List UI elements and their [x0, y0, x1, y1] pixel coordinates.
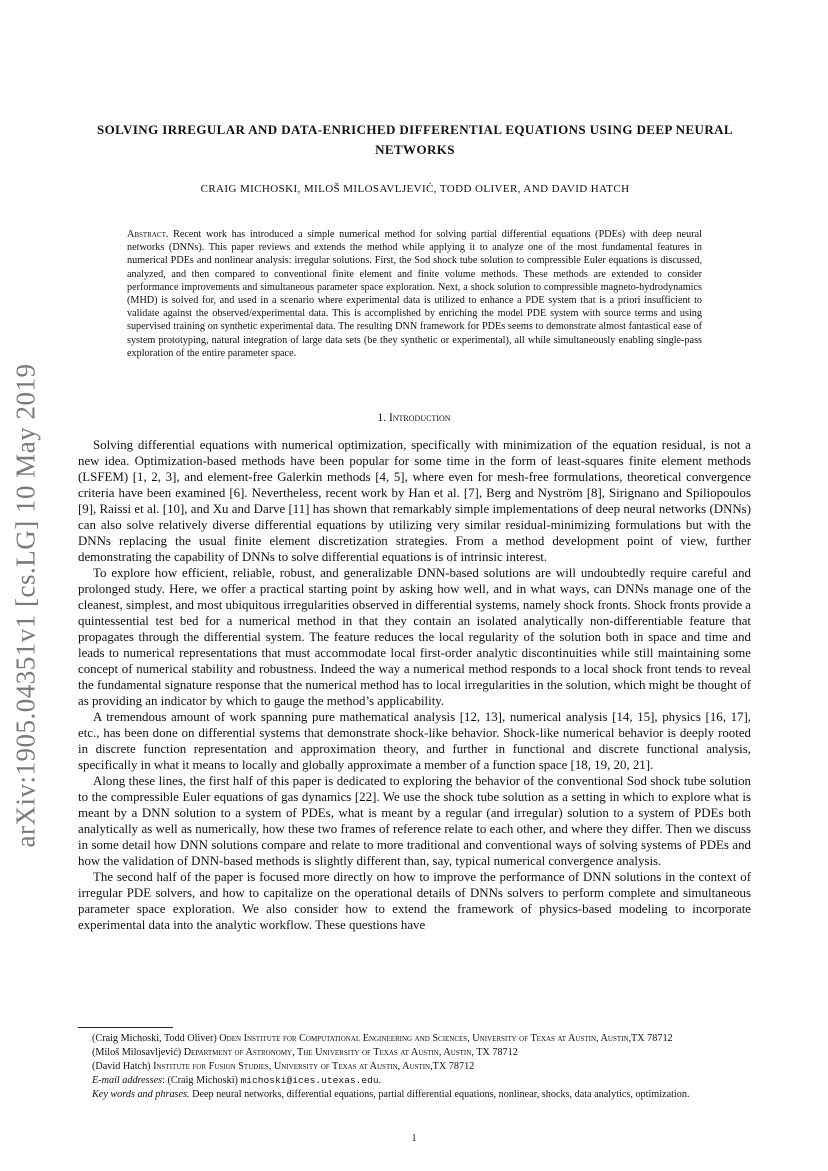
- affiliation-footnote: [78, 1060, 751, 1074]
- paragraph: The second half of the paper is focused more directly on how to improve the performance of DNN solutions in the context of irregular PDE solvers, and how to capitalize on the operational details of DNNs solvers to perform complete and simultaneous parameter space exploration. We also consider how to extend the framework of physics-based modeling to incorporate experimental data into the analytic workflow. These questions have: [78, 870, 751, 932]
- abstract: [127, 228, 702, 360]
- affiliation-institution: Institute for Fusion Studies, University of Texas at Austin, Austin,TX 78712: [153, 1061, 475, 1072]
- page-number: 1: [411, 1133, 417, 1144]
- arxiv-identifier-stamp: [4, 355, 48, 855]
- affiliation-names: (David Hatch): [92, 1061, 151, 1072]
- affiliation-institution: Oden Institute for Computational Engineering and Sciences, University of Texas at Austin, Austin,TX 78712: [219, 1033, 673, 1044]
- keywords-text: Deep neural networks, differential equations, partial differential equations, nonlinear, shocks, data analytics, optimization.: [192, 1089, 690, 1100]
- abstract-text: Recent work has introduced a simple numerical method for solving partial differential equations (PDEs) with deep neural networks (DNNs). This paper reviews and extends the method while applying it to analyze one of the most fundamental features in numerical PDEs and nonlinear analysis: irregular solutions. First, the Sod shock tube solution to compressible Euler equations is discussed, analyzed, and then compared to conventional finite element and finite volume methods. These methods are extended to consider performance improvements and simultaneous parameter space exploration. Next, a shock solution to compressible magneto-hydrodynamics (MHD) is solved for, and used in a scenario where experimental data is utilized to enhance a PDE system that is a priori insufficient to validate against the observed/experimental data. This is accomplished by enriching the model PDE system with source terms and using supervised training on synthetic experimental data. The resulting DNN framework for PDEs seems to demonstrate almost fantastical ease of system prototyping, natural integration of large data sets (be they synthetic or experimental), all while simultaneously enabling single-pass exploration of the entire parameter space.: [127, 229, 702, 359]
- introduction-body: [78, 437, 751, 933]
- arxiv-id-text: arXiv:1905.04351v1 [cs.LG] 10 May 2019: [10, 363, 41, 847]
- footnotes: [78, 1032, 751, 1102]
- paragraph: Along these lines, the first half of this paper is dedicated to exploring the behavior of the conventional Sod shock tube solution to the compressible Euler equations of gas dynamics [22]. We use the shock tube solution as a setting in which to explore what is meant by a DNN solution to a system of PDEs, what is meant by a regular (and irregular) solution to a system of PDEs both analytically as well as numerically, how these two frames of reference relate to each other, and where they differ. Then we discuss in some detail how DNN solutions compare and relate to more traditional and conventional ways of solving systems of PDEs and how the validation of DNN-based methods is slightly different than, say, typical numerical convergence analysis.: [78, 774, 751, 868]
- abstract-heading: Abstract.: [127, 229, 169, 240]
- author-list: CRAIG MICHOSKI, MILOŠ MILOSAVLJEVIĆ, TODD OLIVER, AND DAVID HATCH: [200, 183, 630, 195]
- affiliation-footnote: [78, 1032, 751, 1046]
- email-label: E-mail addresses: [92, 1075, 163, 1086]
- affiliation-names: (Craig Michoski, Todd Oliver): [92, 1033, 217, 1044]
- email-end: .: [378, 1075, 382, 1086]
- email-owner: : (Craig Michoski): [162, 1075, 238, 1086]
- section-heading-introduction: 1. Introduction: [377, 412, 451, 424]
- keywords-footnote: [78, 1088, 751, 1102]
- footnote-divider: [78, 1027, 173, 1028]
- paragraph: A tremendous amount of work spanning pure mathematical analysis [12, 13], numerical analysis [14, 15], physics [16, 17], etc., has been done on differential systems that demonstrate shock-like behavior. Shock-like numerical behavior is deeply rooted in discrete function representation and approximation theory, and further in functional and discrete functional analysis, specifically in what it means to locally and globally approximate a member of a function space [18, 19, 20, 21].: [78, 710, 751, 772]
- keywords-label: Key words and phrases.: [92, 1089, 190, 1100]
- paragraph: To explore how efficient, reliable, robust, and generalizable DNN-based solutions are will undoubtedly require careful and prolonged study. Here, we offer a practical starting point by asking how well, and in what ways, can DNNs manage one of the cleanest, simplest, and most ubiquitous irregularities observed in differential systems, namely shock fronts. Shock fronts provide a quintessential test bed for a numerical method in that they contain an isolated analytically non-differentiable feature that propagates through the differential system. The feature reduces the local regularity of the solution both in space and time and leads to numerical representations that must accommodate local first-order analytic discontinuities while still maintaining some concept of numerical stability and robustness. Indeed the way a numerical method responds to a local shock front tends to reveal the fundamental signature response that the numerical method has to local irregularities in the solution, which might be thought of as providing an indicator by which to gauge the method’s applicability.: [78, 566, 751, 708]
- affiliation-names: (Miloš Milosavljević): [92, 1047, 182, 1058]
- affiliation-footnote: [78, 1046, 751, 1060]
- email-address: michoski@ices.utexas.edu: [240, 1075, 379, 1086]
- email-footnote: [78, 1074, 751, 1088]
- affiliation-institution: Department of Astronomy, The University of Texas at Austin, Austin, TX 78712: [183, 1047, 518, 1058]
- paragraph: Solving differential equations with numerical optimization, specifically with minimization of the equation residual, is not a new idea. Optimization-based methods have been popular for some time in the form of least-squares finite element methods (LSFEM) [1, 2, 3], and element-free Galerkin methods [4, 5], where even for mesh-free formulations, theoretical convergence criteria have been examined [6]. Nevertheless, recent work by Han et al. [7], Berg and Nyström [8], Sirignano and Spiliopoulos [9], Raissi et al. [10], and Xu and Darve [11] has shown that remarkably simple implementations of deep neural networks (DNNs) can also solve relatively diverse differential equations by utilizing very similar residual-minimizing formulations but with the DNNs replacing the usual finite element discretization strategies. From a method development point of view, further demonstrating the capability of DNNs to solve differential equations is of intrinsic interest.: [78, 438, 751, 564]
- paper-title: SOLVING IRREGULAR AND DATA-ENRICHED DIFFERENTIAL EQUATIONS USING DEEP NEURAL NETWORKS: [97, 122, 733, 157]
